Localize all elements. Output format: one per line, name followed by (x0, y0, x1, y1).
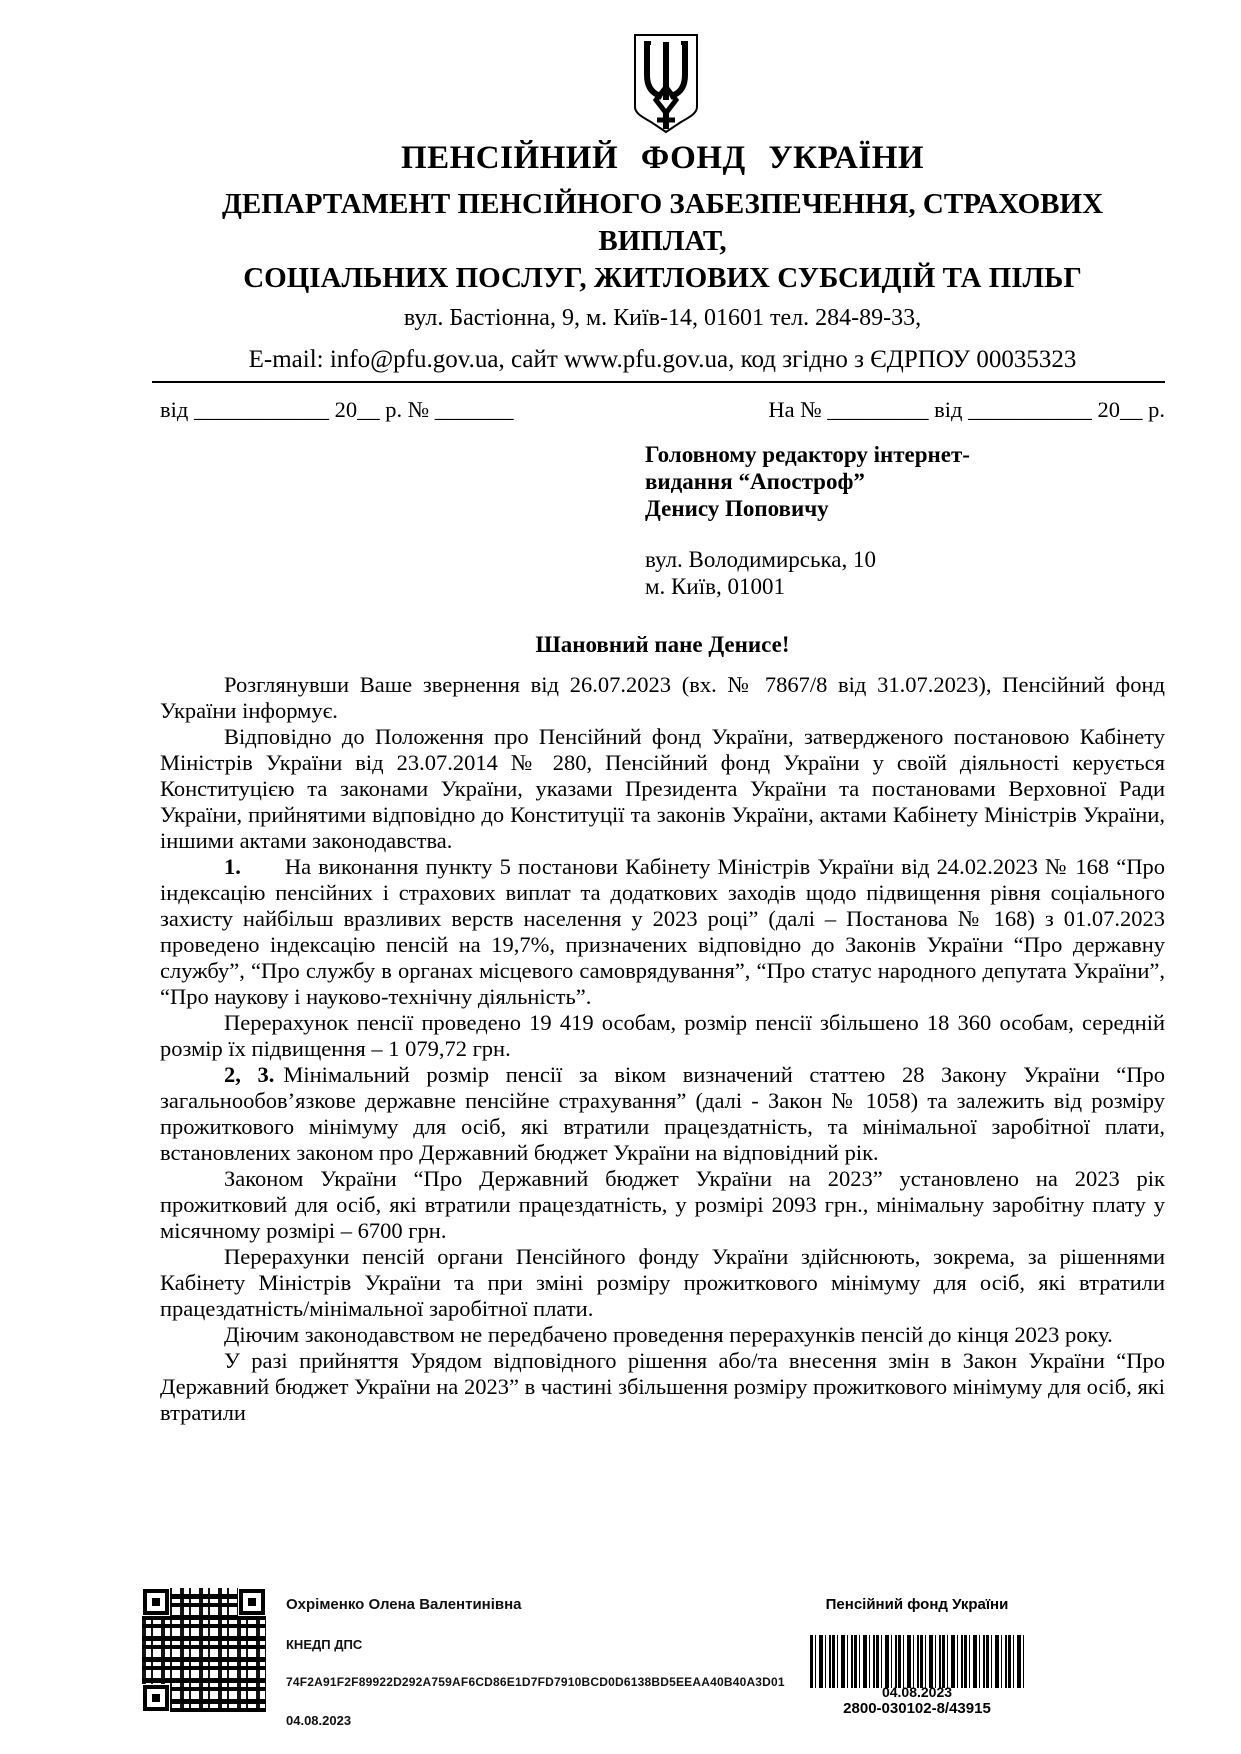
signature-key-id: 74F2A91F2F89922D292A759AF6CD86E1D7FD7910BCD0D6138BD5EEAA40B40A3D01 (286, 1675, 785, 1689)
letterhead (160, 140, 1165, 374)
signature-block (286, 1596, 785, 1728)
signature-authority: КНЕДП ДПС (286, 1637, 363, 1652)
paragraph-text: Перерахунок пенсії проведено 19 419 особам, розмір пенсії збільшено 18 360 особам, середній розмір їх підвищення – 1 079,72 грн. (160, 1010, 1165, 1061)
org-contacts: E-mail: info@pfu.gov.ua, сайт www.pfu.gov.ua, код згідно з ЄДРПОУ 00035323 (248, 346, 1077, 373)
body-paragraph (160, 724, 1165, 854)
body-paragraph (160, 1166, 1165, 1244)
registration-stamp (810, 1596, 1024, 1717)
paragraph-text: Мінімальний розмір пенсії за віком визначений статтею 28 Закону України “Про загальнообов’язкове державне пенсійне страхування” (далі - Закон № 1058) та залежить від розміру прожиткового мінімуму для осіб, які втратили працездатність, та мінімальної заробітної плати, встановлених законом про Державний бюджет України на відповідний рік. (160, 1062, 1165, 1165)
department-name-line2: СОЦІАЛЬНИХ ПОСЛУГ, ЖИТЛОВИХ СУБСИДІЙ ТА ПІЛЬГ (243, 262, 1082, 294)
paragraph-number: 2, 3. (224, 1062, 275, 1087)
body-paragraph (160, 672, 1165, 724)
paragraph-text: Законом України “Про Державний бюджет України на 2023” установлено на 2023 рік прожитковий для осіб, які втратили працездатність, у розмірі 2093 грн., мінімальну заробітну плату у місячному розмірі – 6700 грн. (160, 1166, 1165, 1243)
paragraph-text: Перерахунки пенсій органи Пенсійного фонду України здійснюють, зокрема, за рішеннями Кабінету Міністрів України та при зміні розміру прожиткового мінімуму для осіб, які втратили працездатність/мінімальної заробітної плати. (160, 1244, 1165, 1321)
signature-date: 04.08.2023 (286, 1713, 352, 1728)
addressee-title-line1: Головному редактору інтернет- (645, 442, 970, 467)
stamp-date: 04.08.2023 (881, 1684, 953, 1700)
qr-code (142, 1588, 266, 1712)
incoming-ref-blank: На № _________ від ___________ 20__ р. (768, 397, 1165, 422)
org-name: ПЕНСІЙНИЙ ФОНД УКРАЇНИ (400, 140, 925, 176)
paragraph-text: На виконання пункту 5 постанови Кабінету Міністрів України від 24.02.2023 № 168 “Про індексацію пенсійних і страхових виплат та додаткових заходів щодо підвищення рівня соціального захисту найбільш вразливих верств населення у 2023 році” (далі – Постанова № 168) з 01.07.2023 проведено індексацію пенсій на 19,7%, призначених відповідно до Законів України “Про державну службу”, “Про службу в органах місцевого самоврядування”, “Про статус народного депутата України”, “Про наукову і науково-технічну діяльність”. (160, 854, 1165, 1009)
stamp-registration-number: 2800-030102-8/43915 (843, 1700, 991, 1717)
letter-body (160, 632, 1165, 1426)
org-address: вул. Бастіонна, 9, м. Київ-14, 01601 тел. 284-89-33, (403, 305, 922, 331)
trident-emblem (633, 33, 699, 135)
body-paragraph (160, 1322, 1165, 1348)
qr-finder-icon (142, 1684, 170, 1712)
paragraph-text: Відповідно до Положення про Пенсійний фонд України, затвердженого постановою Кабінету Міністрів України від 23.07.2014 № 280, Пенсійний фонд України у своїй діяльності керується Конституцією та законами України, указами Президента України та постановами Верховної Ради України, прийнятими відповідно до Конституції та законів України, актами Кабінету Міністрів України, іншими актами законодавства. (160, 724, 1165, 853)
paragraph-text: Розглянувши Ваше звернення від 26.07.2023 (вх. № 7867/8 від 31.07.2023), Пенсійний фонд України інформує. (160, 672, 1165, 723)
addressee-street: вул. Володимирська, 10 (645, 547, 876, 572)
stamp-org-name: Пенсійний фонд України (825, 1596, 1009, 1613)
header-divider (152, 381, 1165, 383)
paragraph-number: 1. (224, 854, 241, 879)
department-name-line1: ДЕПАРТАМЕНТ ПЕНСІЙНОГО ЗАБЕЗПЕЧЕННЯ, СТРАХОВИХ ВИПЛАТ, (221, 188, 1104, 257)
qr-finder-icon (142, 1588, 170, 1616)
qr-finder-icon (238, 1588, 266, 1616)
body-paragraph (160, 1244, 1165, 1322)
body-paragraph (160, 1348, 1165, 1426)
body-paragraph (160, 1062, 1165, 1166)
outgoing-ref-blank: від ____________ 20__ р. № _______ (160, 397, 514, 422)
paragraph-text: Діючим законодавством не передбачено проведення перерахунків пенсій до кінця 2023 року. (224, 1322, 1113, 1347)
signer-name: Охріменко Олена Валентинівна (286, 1596, 522, 1613)
addressee-city: м. Київ, 01001 (645, 574, 785, 599)
body-paragraph (160, 854, 1165, 1010)
paragraph-text: У разі прийняття Урядом відповідного рішення або/та внесення змін в Закон України “Про Державний бюджет України на 2023” в частині збільшення розміру прожиткового мінімуму для осіб, які втратили (160, 1348, 1165, 1425)
barcode (810, 1635, 1024, 1688)
addressee-block (645, 441, 970, 600)
reference-line (160, 397, 1165, 423)
addressee-title-line2: видання “Апостроф” (645, 469, 865, 494)
addressee-name: Денису Поповичу (645, 496, 829, 521)
salutation: Шановний пане Денисе! (535, 632, 790, 657)
body-paragraph (160, 1010, 1165, 1062)
